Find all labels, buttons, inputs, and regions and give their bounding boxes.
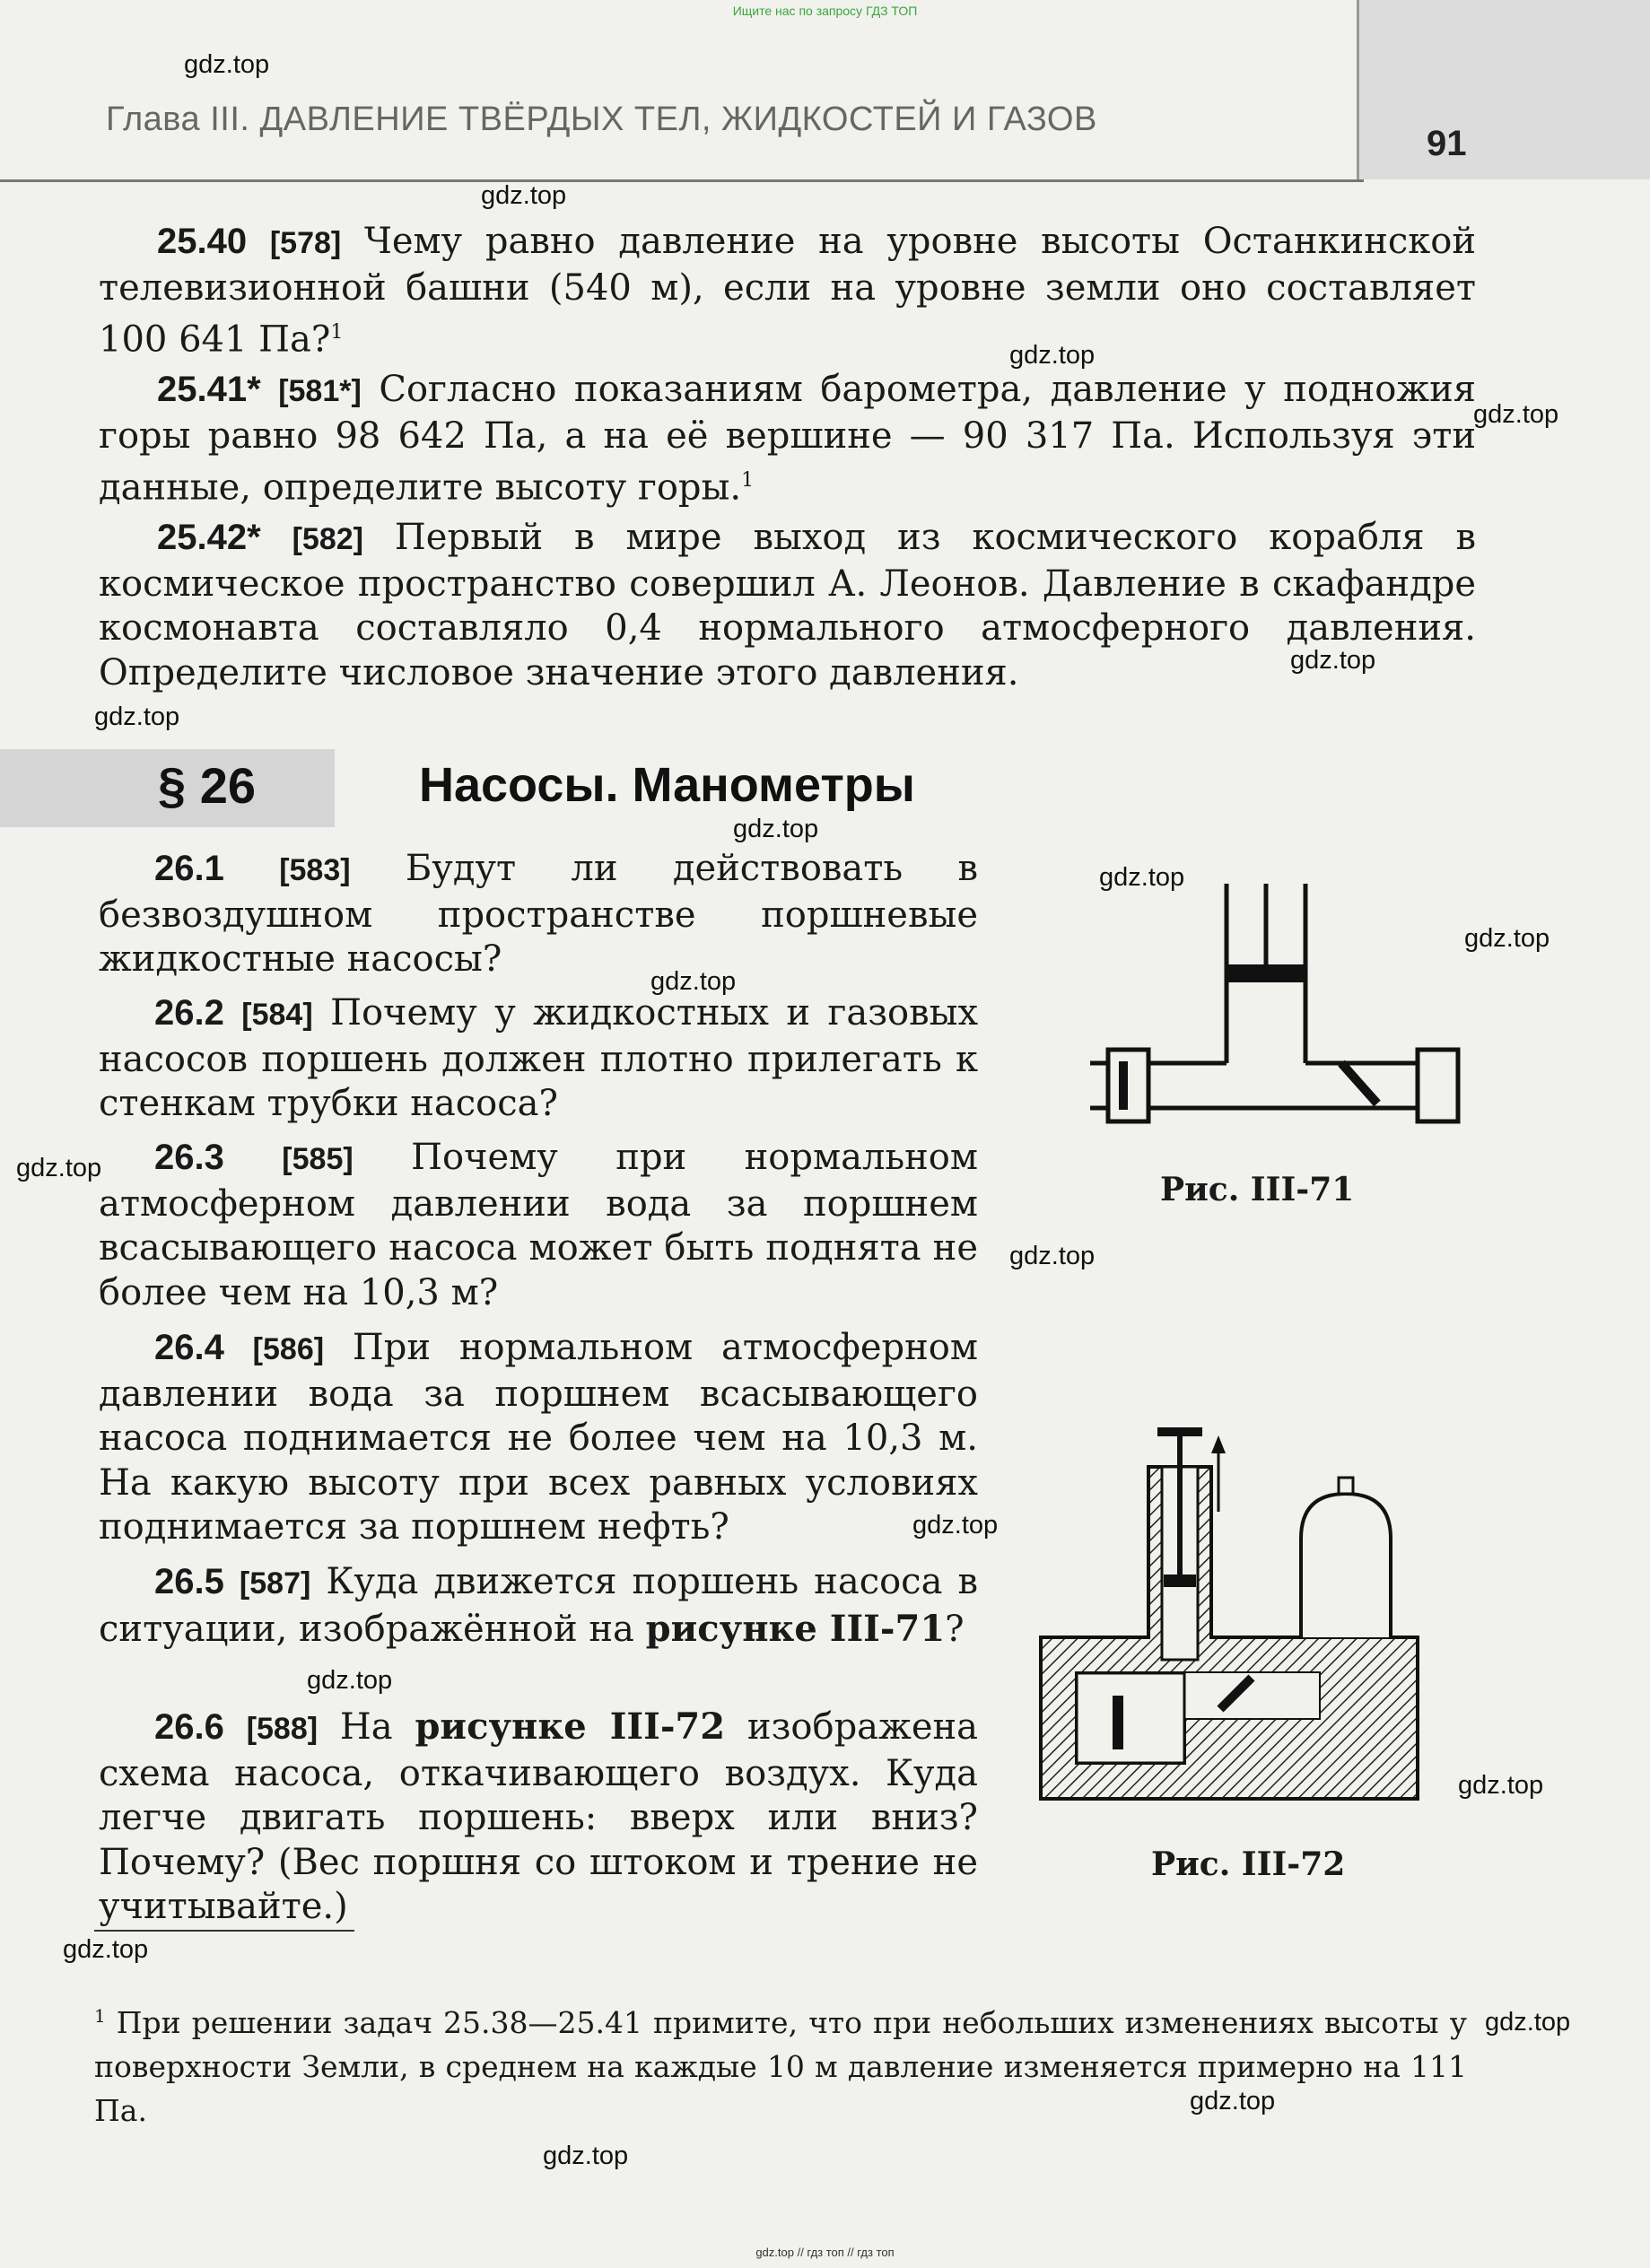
watermark: gdz.top (733, 815, 819, 843)
problem-number: 25.42* (157, 518, 261, 557)
figure-caption-72: Рис. III-72 (1151, 1845, 1346, 1883)
problem-26-3 (99, 1136, 978, 1315)
watermark: gdz.top (912, 1511, 999, 1540)
problem-text: Почему у жидкостных и газовых насосов поршень должен плотно прилегать к стенкам трубки насоса? (99, 992, 979, 1124)
figure-iii-72 (1023, 1413, 1471, 1844)
problem-text: Почему при нормальном атмосферном давлении вода за поршнем всасывающего насоса может быть поднята не более чем на 10,3 м? (99, 1137, 978, 1313)
problem-number: 26.3 (154, 1138, 224, 1177)
valve-right (1341, 1063, 1377, 1103)
problem-ref: [584] (241, 998, 313, 1032)
figure-caption-71: Рис. III-71 (1160, 1171, 1355, 1208)
problem-ref: [587] (239, 1566, 311, 1601)
problem-25-40 (99, 220, 1476, 362)
problem-number: 26.6 (154, 1707, 224, 1747)
watermark: gdz.top (1290, 646, 1376, 675)
watermark: gdz.top (1458, 1771, 1544, 1800)
watermark: gdz.top (63, 1935, 149, 1964)
problem-ref: [585] (282, 1142, 354, 1176)
problem-ref: [581*] (278, 374, 362, 408)
footnote-ref: 1 (330, 321, 344, 344)
problem-number: 26.1 (154, 849, 224, 888)
watermark: gdz.top (1485, 2008, 1571, 2037)
problem-26-1 (99, 847, 978, 982)
watermark: gdz.top (184, 50, 270, 79)
bottom-ad-text: gdz.top // гдз топ // гдз топ (755, 2246, 895, 2259)
problem-ref: [586] (252, 1332, 325, 1366)
section-number: § 26 (158, 757, 256, 814)
watermark: gdz.top (1099, 863, 1185, 892)
problem-text: На (339, 1706, 415, 1748)
section-title: Насосы. Манометры (419, 758, 915, 812)
problem-text: Будут ли действовать в безвоздушном пространстве поршневые жидкостные насосы? (99, 848, 979, 980)
problem-26-2 (99, 991, 978, 1127)
watermark: gdz.top (481, 181, 567, 210)
problem-text: Чему равно давление на уровне высоты Останкинской телевизионной башни (540 м), если на уровне земли оно составляет 100 641 Па? (99, 221, 1477, 361)
problem-ref: [582] (292, 522, 363, 556)
watermark: gdz.top (650, 967, 737, 996)
problem-text-end: изображена схема насоса, откачивающего воздух. Куда легче двигать поршень: вверх или вниз? Почему? (Вес поршня со штоком и трение не учитывайте.) (99, 1706, 979, 1927)
watermark: gdz.top (1473, 400, 1559, 429)
problem-number: 26.5 (154, 1562, 224, 1601)
problem-text-end: ? (945, 1608, 965, 1650)
problem-ref: [588] (246, 1712, 319, 1746)
chapter-header: Глава III. ДАВЛЕНИЕ ТВЁРДЫХ ТЕЛ, ЖИДКОСТЕЙ И ГАЗОВ (106, 100, 1097, 138)
footnote-mark: 1 (94, 2005, 106, 2027)
problem-ref: [583] (279, 853, 351, 887)
watermark: gdz.top (1009, 341, 1096, 370)
problem-number: 26.4 (154, 1328, 224, 1367)
problem-number: 26.2 (154, 993, 224, 1033)
pump-diagram-71 (1090, 884, 1458, 1121)
page-number-tab (1357, 0, 1650, 179)
footnote-text: При решении задач 25.38—25.41 примите, что при небольших изменениях высоты у поверхности Земли, в среднем на каждые 10 м давление изменяется примерно на 111 Па. (94, 2005, 1467, 2128)
valve-left (1119, 1061, 1128, 1110)
figure-reference: рисунке III-72 (415, 1705, 726, 1748)
watermark: gdz.top (16, 1154, 102, 1182)
top-ad-text: Ищите нас по запросу ГДЗ ТОП (732, 4, 918, 18)
pump-diagram-72 (1041, 1427, 1418, 1799)
problem-text: Согласно показаниям барометра, давление у подножия горы равно 98 642 Па, а на её вершине — 90 317 Па. Используя эти данные, определите высоту горы. (99, 369, 1477, 509)
footnote-divider (94, 1930, 354, 1932)
problem-text: Первый в мире выход из космического корабля в космическое пространство совершил А. Леонов. Давление в скафандре космонавта составляло 0,4 нормального атмосферного давления. Определите числовое значение этого давления. (99, 517, 1476, 693)
watermark: gdz.top (94, 702, 180, 731)
problem-25-41 (99, 368, 1476, 510)
watermark: gdz.top (307, 1666, 393, 1695)
header-divider (0, 179, 1364, 182)
footnote-ref: 1 (741, 469, 755, 492)
figure-reference: рисунке III-71 (645, 1607, 946, 1650)
problem-number: 25.41* (157, 370, 261, 409)
figure-iii-71 (1063, 875, 1476, 1144)
watermark: gdz.top (1190, 2087, 1276, 2115)
problem-ref: [578] (269, 226, 342, 260)
problem-26-6 (99, 1705, 978, 1930)
problem-text: Куда движется поршень насоса в ситуации, изображённой на (99, 1561, 979, 1650)
watermark: gdz.top (1009, 1242, 1096, 1270)
page-number: 91 (1427, 124, 1467, 163)
watermark: gdz.top (1464, 924, 1550, 953)
piston (1228, 964, 1304, 982)
problem-26-4 (99, 1326, 978, 1550)
watermark: gdz.top (543, 2142, 629, 2170)
problem-25-42 (99, 516, 1476, 695)
problem-number: 25.40 (157, 222, 248, 261)
problem-text: При нормальном атмосферном давлении вода за поршнем всасывающего насоса поднимается не более чем на 10,3 м. На какую высоту при всех равных условиях поднимается за поршнем нефть? (99, 1327, 978, 1548)
